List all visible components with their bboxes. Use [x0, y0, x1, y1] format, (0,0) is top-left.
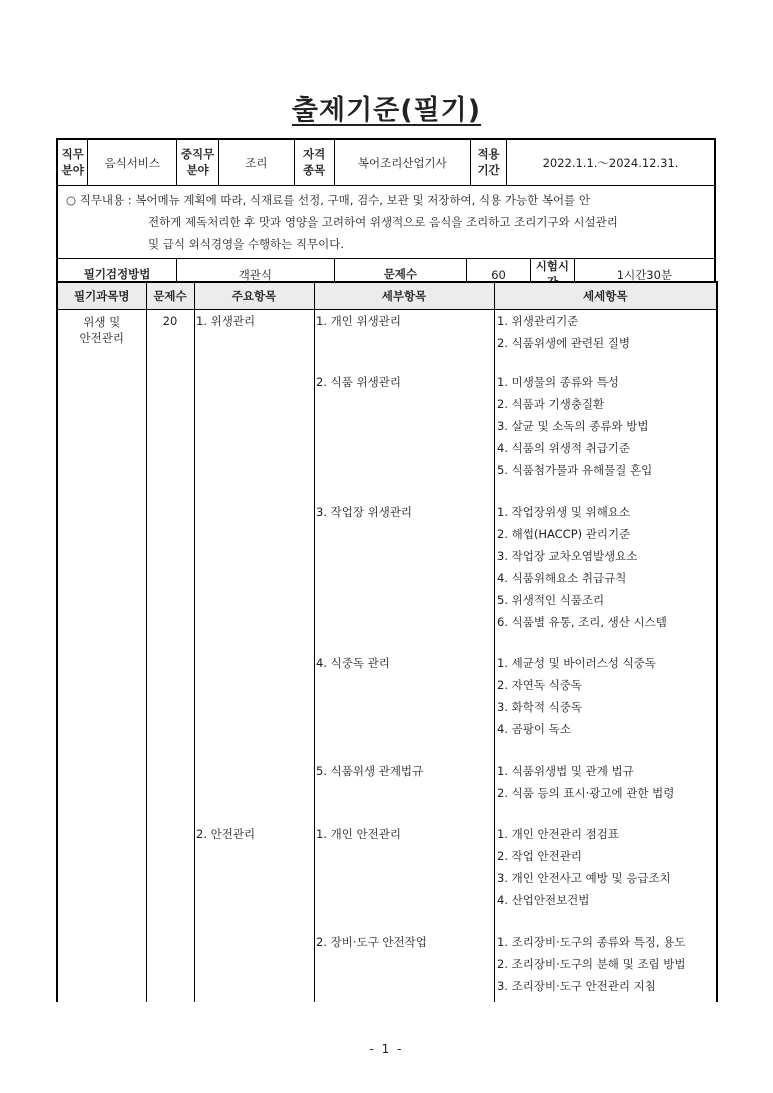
detail-item: 3. 조리장비·도구 안전관리 지침	[497, 979, 656, 993]
detail-item: 1. 세균성 및 바이러스성 식중독	[497, 656, 656, 670]
main-item-column	[194, 310, 314, 1003]
detail-item: 3. 화학적 식중독	[497, 700, 582, 714]
detail-item: 5. 식품첨가물과 유해물질 혼입	[497, 463, 653, 477]
sub-item: 2. 장비·도구 안전작업	[316, 935, 427, 949]
method-label: 필기검정방법	[57, 259, 177, 292]
detail-item: 4. 곰팡이 독소	[497, 722, 571, 736]
time-value: 1시간30분	[574, 259, 715, 292]
detail-item: 4. 산업안전보건법	[497, 893, 590, 907]
qual-value: 복어조리산업기사	[334, 139, 471, 186]
method-value: 객관식	[177, 259, 334, 292]
detail-item: 2. 식품 등의 표시·광고에 관한 법령	[497, 786, 675, 800]
detail-list	[497, 501, 667, 633]
main-item: 2. 안전관리	[196, 827, 256, 841]
count-label: 문제수	[334, 259, 467, 292]
detail-item: 2. 식품위생에 관련된 질병	[497, 336, 631, 350]
detail-item: 1. 미생물의 종류와 특성	[497, 375, 619, 389]
subfield-value: 조리	[218, 139, 294, 186]
sub-item: 4. 식중독 관리	[316, 656, 390, 670]
field-value: 음식서비스	[88, 139, 177, 186]
detail-item: 3. 살균 및 소독의 종류와 방법	[497, 419, 649, 433]
detail-item: 2. 조리장비·도구의 분해 및 조립 방법	[497, 957, 686, 971]
main-item: 1. 위생관리	[196, 314, 256, 328]
sub-item: 1. 개인 안전관리	[316, 827, 401, 841]
header-detail-item: 세세항목	[494, 282, 717, 310]
detail-item: 1. 개인 안전관리 점검표	[497, 827, 619, 841]
detail-item: 1. 위생관리기준	[497, 314, 579, 328]
detail-item: 3. 개인 안전사고 예방 및 응급조치	[497, 871, 671, 885]
question-count-cell: 20	[146, 310, 194, 1003]
time-label: 시험시	[530, 259, 574, 292]
duty-line-2: 전하게 제독처리한 후 맛과 영양을 고려하여 위생적으로 음식을 조리하고 조리기구와 시설관리	[148, 215, 618, 229]
detail-item: 2. 해썹(HACCP) 관리기준	[497, 527, 631, 541]
detail-item: 2. 작업 안전관리	[497, 849, 582, 863]
period-value: 2022.1.1.～2024.12.31.	[507, 139, 716, 186]
subject-cell: 위생 및 안전관리	[57, 310, 146, 1003]
sub-item: 3. 작업장 위생관리	[316, 505, 413, 519]
field-label: 직무 분야	[57, 139, 88, 186]
sub-item: 2. 식품 위생관리	[316, 375, 401, 389]
period-label: 적용 기간	[471, 139, 507, 186]
detail-list	[497, 931, 685, 997]
duty-line-1: 복어메뉴 계획에 따라, 식재료를 선정, 구매, 검수, 보관 및 저장하여, 식용 가능한 복어를 안	[135, 193, 590, 207]
qual-label: 자격 종목	[294, 139, 334, 186]
page-number: - 1 -	[369, 1042, 404, 1056]
duty-description	[57, 186, 715, 259]
detail-item: 1. 식품위생법 및 관계 법규	[497, 764, 634, 778]
header-subject: 필기과목명	[57, 282, 146, 310]
detail-item: 5. 위생적인 식품조리	[497, 593, 605, 607]
detail-item: 6. 식품별 유통, 조리, 생산 시스템	[497, 615, 667, 629]
detail-item: 3. 작업장 교차오염발생요소	[497, 549, 638, 563]
detail-list	[497, 652, 656, 740]
detail-item: 4. 식품의 위생적 취급기준	[497, 441, 631, 455]
detail-list	[497, 371, 652, 481]
header-main-item: 주요항목	[194, 282, 314, 310]
sub-item: 5. 식품위생 관계법규	[316, 764, 424, 778]
detail-list	[497, 760, 674, 804]
detail-item: 4. 식품위해요소 취급규칙	[497, 571, 627, 585]
detail-item: 2. 식품과 기생충질환	[497, 397, 605, 411]
sub-item: 1. 개인 위생관리	[316, 314, 401, 328]
header-count: 문제수	[146, 282, 194, 310]
detail-list	[497, 310, 630, 354]
detail-item: 2. 자연독 식중독	[497, 678, 582, 692]
detail-list	[497, 823, 671, 911]
header-sub-item: 세부항목	[314, 282, 494, 310]
count-value: 60	[467, 259, 531, 292]
detail-item: 1. 작업장위생 및 위해요소	[497, 505, 631, 519]
duty-line-3: 및 급식 외식경영을 수행하는 직무이다.	[148, 237, 345, 251]
info-table	[56, 138, 716, 292]
page-title: 출제기준(필기)	[291, 95, 482, 126]
detail-item: 1. 조리장비·도구의 종류와 특징, 용도	[497, 935, 686, 949]
duty-label: ○ 직무내용 :	[66, 193, 136, 207]
subfield-label: 중직무 분야	[177, 139, 219, 186]
